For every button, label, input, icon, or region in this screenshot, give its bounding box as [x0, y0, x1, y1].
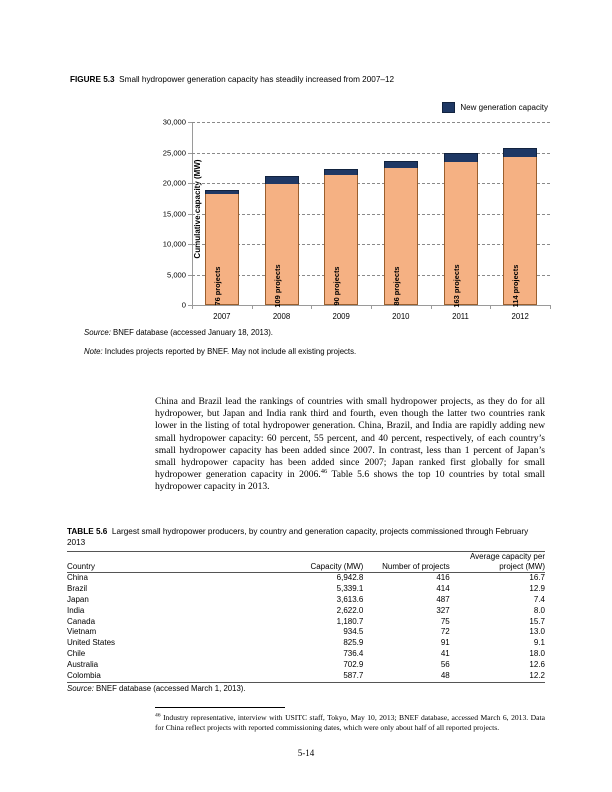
column-header-capacity: Capacity (MW)	[268, 552, 364, 573]
x-tick-mark-last	[550, 305, 551, 309]
cell-projects: 56	[440, 659, 450, 669]
cell-capacity: 5,339.1	[336, 584, 364, 594]
cell-capacity: 1,180.7	[336, 616, 364, 626]
bar-group-2010	[384, 161, 418, 305]
table-source-label: Source:	[67, 683, 94, 693]
body-paragraph: China and Brazil lead the rankings of countries with small hydropower projects, as they do for all hydropower, but Japan and India rank third and fourth, even though the latter two countries rank lower in the listing of total hydropower generation. China, Brazil, and India are rapidly adding new small hydropower capacity: 60 percent, 55 percent, and 40 percent, respectively, of each country’s small hydropower capacity has been added since 2007. In contrast, less than 1 percent of Japan’s small hydropower capacity has been added since 2007; Japan ranked first globally for small hydropower generation capacity in 2006.46 Table 5.6 shows the top 10 countries by total small hydropower capacity in 2013.	[155, 396, 545, 493]
x-tick-label-2008: 2008	[272, 312, 291, 321]
footnote-marker: 46	[155, 712, 161, 719]
cell-country: Brazil	[67, 584, 88, 594]
bar-segment-cumulative-2007	[205, 194, 239, 305]
table-row	[67, 660, 545, 671]
bar-annotation-2011: 163 projects	[451, 264, 461, 308]
figure-label: FIGURE 5.3	[70, 75, 115, 84]
cell-projects: 487	[436, 595, 450, 605]
table-body	[67, 573, 545, 683]
cell-projects: 327	[436, 605, 450, 615]
figure-chart	[70, 100, 550, 321]
column-header-projects: Number of projects	[363, 552, 463, 573]
figure-note-label: Note:	[84, 347, 103, 356]
y-tick-label-20000: 20,000	[162, 178, 186, 188]
cell-country: China	[67, 573, 88, 583]
figure-note-text: Includes projects reported by BNEF. May not include all existing projects.	[102, 347, 357, 356]
table-row	[67, 606, 545, 617]
cell-capacity: 3,613.6	[336, 595, 364, 605]
table-row	[67, 595, 545, 606]
cell-projects: 91	[440, 638, 450, 648]
cell-capacity: 587.7	[268, 670, 364, 682]
y-tick-label-0: 0	[181, 300, 186, 310]
column-header-average-line2: project (MW)	[499, 561, 545, 571]
cell-average-capacity: 13.0	[529, 627, 545, 637]
y-tick-label-15000: 15,000	[162, 209, 186, 218]
bar-group-2007	[205, 190, 239, 305]
hydropower-table	[67, 551, 545, 683]
cell-projects: 72	[440, 627, 450, 637]
page-number: 5-14	[297, 748, 315, 758]
bar-segment-cumulative-2009	[324, 175, 358, 305]
cell-average-capacity: 15.7	[529, 616, 545, 626]
cell-average-capacity: 8.0	[533, 605, 545, 615]
legend-swatch-new-generation	[442, 102, 455, 113]
x-tick-mark-2	[311, 305, 312, 309]
table-row	[67, 670, 545, 682]
bar-segment-new-2010	[384, 161, 418, 168]
cell-average-capacity: 12.6	[529, 659, 545, 669]
table-caption-text: Largest small hydropower producers, by country and generation capacity, projects commissioned through February 2013	[67, 527, 529, 547]
cell-projects: 416	[436, 573, 450, 583]
figure-note	[84, 347, 356, 356]
footnote	[155, 713, 545, 732]
cell-country: Chile	[67, 649, 86, 659]
table-label: TABLE 5.6	[67, 527, 108, 536]
x-tick-mark-4	[431, 305, 432, 309]
bar-segment-new-2011	[444, 153, 478, 162]
table-source-text: BNEF database (accessed March 1, 2013).	[93, 683, 246, 693]
cell-average-capacity: 7.4	[533, 595, 545, 605]
bar-group-2012	[503, 148, 537, 308]
y-tick-label-30000: 30,000	[162, 117, 186, 127]
footnote-separator	[155, 707, 285, 708]
figure-source-label: Source:	[84, 328, 111, 337]
cell-country: India	[67, 605, 85, 615]
legend-label-new-generation: New generation capacity	[460, 103, 548, 112]
cell-capacity: 825.9	[343, 638, 364, 648]
table-row	[67, 616, 545, 627]
bar-annotation-2010: 86 projects	[391, 266, 401, 306]
y-tick-label-25000: 25,000	[162, 148, 186, 157]
cell-projects: 41	[440, 649, 450, 659]
x-tick-label-2010: 2010	[392, 312, 410, 321]
column-header-average-capacity	[464, 552, 545, 573]
cell-capacity: 2,622.0	[336, 605, 364, 615]
bar-group-2008	[265, 176, 299, 308]
bar-segment-cumulative-2010	[384, 168, 418, 305]
cell-capacity: 702.9	[343, 659, 364, 669]
figure-title-text: Small hydropower generation capacity has steadily increased from 2007–12	[119, 75, 395, 84]
cell-country: United States	[67, 638, 116, 648]
cell-average-capacity: 16.7	[529, 573, 545, 583]
table-header	[67, 552, 545, 573]
x-tick-label-2007: 2007	[213, 312, 231, 321]
bar-segment-cumulative-2011	[444, 162, 478, 308]
table-caption	[67, 527, 545, 548]
cell-capacity: 934.5	[343, 627, 364, 637]
bar-group-2011	[444, 153, 478, 308]
cell-country: Japan	[67, 595, 89, 605]
bar-annotation-2012: 114 projects	[511, 264, 521, 308]
x-tick-mark-1	[252, 305, 253, 309]
cell-country: Vietnam	[67, 627, 97, 637]
x-tick-mark-0	[192, 305, 193, 309]
cell-capacity: 6,942.8	[336, 573, 364, 583]
cell-average-capacity: 18.0	[529, 649, 545, 659]
x-tick-mark-5	[490, 305, 491, 309]
cell-average-capacity: 12.9	[529, 584, 545, 594]
figure-source	[84, 328, 273, 337]
chart-bars	[192, 122, 550, 308]
bar-annotation-2009: 90 projects	[332, 266, 342, 306]
y-tick-label-10000: 10,000	[162, 239, 186, 249]
y-axis-title: Cumulative capacity (MW)	[193, 159, 203, 259]
y-tick-label-5000: 5,000	[166, 270, 186, 279]
bar-segment-cumulative-2012	[503, 157, 537, 308]
table-row	[67, 638, 545, 649]
table-row	[67, 584, 545, 595]
table-header-row	[67, 552, 545, 573]
cell-country: Australia	[67, 659, 99, 669]
cell-country: Colombia	[67, 670, 268, 682]
cell-projects: 75	[440, 616, 450, 626]
cell-average-capacity: 9.1	[533, 638, 545, 648]
bar-segment-new-2008	[265, 176, 299, 183]
bar-segment-new-2012	[503, 148, 537, 157]
table-row	[67, 573, 545, 584]
cell-projects: 48	[363, 670, 463, 682]
footnote-text: Industry representative, interview with USITC staff, Tokyo, May 10, 2013; BNEF database, accessed March 6, 2013. Data for China reflect projects with reported commissioning dates, which were only about half of all reported projects.	[155, 713, 545, 732]
bar-annotation-2007: 76 projects	[212, 266, 222, 306]
cell-average-capacity: 12.2	[464, 670, 545, 682]
column-header-average-line1: Average capacity per	[469, 552, 545, 561]
figure-source-text: BNEF database (accessed January 18, 2013).	[110, 328, 273, 337]
bar-segment-cumulative-2008	[265, 184, 299, 308]
cell-capacity: 736.4	[343, 649, 364, 659]
chart-plot-area	[162, 117, 550, 321]
figure-title	[70, 74, 550, 85]
x-tick-mark-3	[371, 305, 372, 309]
cell-projects: 414	[436, 584, 450, 594]
x-tick-label-2011: 2011	[452, 312, 469, 321]
bar-group-2009	[324, 169, 358, 305]
chart-legend	[442, 102, 548, 113]
column-header-country: Country	[67, 552, 268, 573]
x-tick-label-2009: 2009	[332, 312, 350, 321]
table-row	[67, 649, 545, 660]
table-section	[67, 527, 545, 693]
table-source	[67, 684, 545, 693]
x-tick-label-2012: 2012	[511, 312, 529, 321]
table-row	[67, 627, 545, 638]
cell-country: Canada	[67, 616, 96, 626]
bar-annotation-2008: 109 projects	[272, 264, 282, 308]
